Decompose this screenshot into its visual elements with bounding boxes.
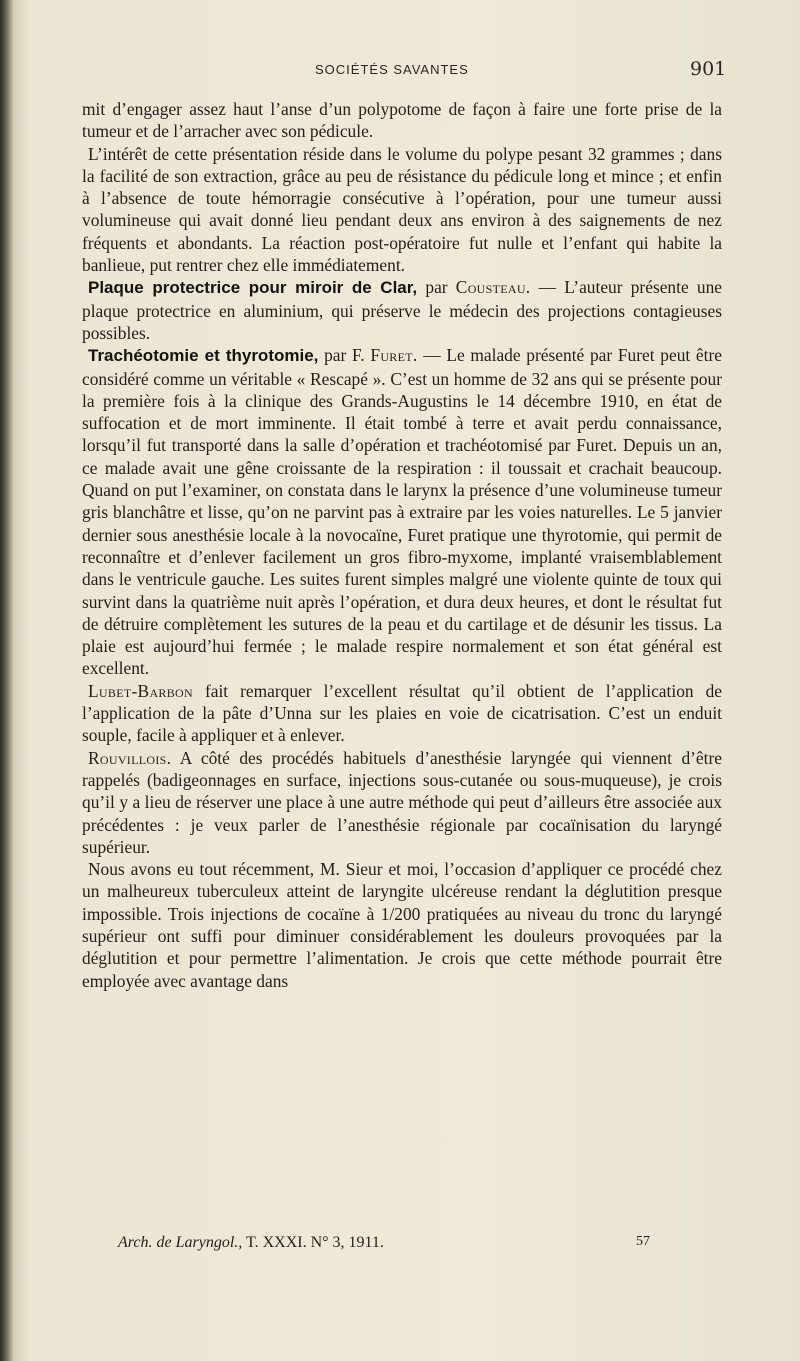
journal-reference bbox=[118, 1234, 384, 1252]
page-number: 901 bbox=[690, 58, 727, 80]
author-rouvillois: Rouvillois. bbox=[88, 747, 172, 768]
paragraph-1: mit d’engager assez haut l’anse d’un polypotome de façon à faire une forte prise de la tumeur et de l’arracher avec son pédicule. bbox=[82, 99, 722, 142]
author-lubet-barbon: Lubet-Barbon bbox=[88, 680, 193, 701]
journal-volume: T. XXXI. N° 3, 1911. bbox=[242, 1234, 384, 1251]
signature-mark: 57 bbox=[636, 1234, 650, 1249]
section-title-plaque: Plaque protectrice pour miroir de Clar, bbox=[88, 278, 418, 298]
article-body bbox=[82, 98, 722, 992]
paragraph-3-text: — L’auteur présente une plaque protectrice en aluminium, qui préserve le médecin des projections contagieuses possibles. bbox=[82, 277, 722, 343]
paragraph-4-text: — Le malade présenté par Furet peut être considéré comme un véritable « Rescapé ». C’est un homme de 32 ans qui se présente pour la première fois à la clinique des Grands-Augustins le 14 décembre 1910, en état de suffocation et de mort imminente. Il était tombé à terre et avait perdu connaissance, lorsqu’il fut transporté dans la salle d’opération et trachéotomisé par Furet. Depuis un an, ce malade avait une gêne croissante de la respiration : il toussait et crachait beaucoup. Quand on put l’examiner, on constata dans le larynx la présence d’une volumineuse tumeur gris blanchâtre et lisse, qu’on ne parvint pas à extraire par les voies naturelles. Le 5 janvier dernier sous anesthésie locale à la novocaïne, Furet pratique une thyrotomie, qui permit de reconnaître et d’enlever facilement un gros fibro-myxome, implanté vraisemblablement dans le ventricule gauche. Les suites furent simples malgré une violente quinte de toux qui survint dans la quatrième nuit après l’opération, et dura deux heures, et dont le résultat fut de détruire complètement les sutures de la peau et du cartilage et de désunir les tissus. La plaie est aujourd’hui fermée ; le malade respire normalement et son état général est excellent. bbox=[82, 345, 722, 679]
author-furet: Furet. bbox=[370, 345, 418, 366]
author-cousteau: Cousteau. bbox=[455, 277, 531, 298]
running-head: SOCIÉTÉS SAVANTES bbox=[315, 62, 469, 77]
page-header bbox=[0, 58, 800, 86]
journal-name: Arch. de Laryngol., bbox=[118, 1234, 243, 1251]
paragraph-7: Nous avons eu tout récemment, M. Sieur et moi, l’occasion d’appliquer ce procédé chez un malheureux tuberculeux atteint de laryngite ulcéreuse rendant la déglutition presque impossible. Trois injections de cocaïne à 1/200 pratiquées au niveau du tronc du laryngé supérieur ont suffi pour diminuer considérablement les douleurs provoquées par la déglutition et pour permettre l’alimentation. Je crois que cette méthode pourrait être employée avec avantage dans bbox=[82, 859, 722, 991]
paragraph-4 bbox=[82, 344, 722, 679]
paragraph-2: L’intérêt de cette présentation réside dans le volume du polype pesant 32 grammes ; dans la facilité de son extraction, grâce au peu de résistance du pédicule long et mince ; et enfin à l’absence de toute hémorragie consécutive à l’opération, pour une tumeur aussi volumineuse qui avait donné lieu pendant deux ans environ à des saignements de nez fréquents et abondants. La réaction post-opératoire fut nulle et l’enfant qui habite la banlieue, put rentrer chez elle immédiatement. bbox=[82, 143, 722, 276]
paragraph-6-text: A côté des procédés habituels d’anesthésie laryngée qui viennent d’être rappelés (badigeonnages en surface, injections sous-cutanée ou sous-muqueuse), je crois qu’il y a lieu de réserver une place à une autre méthode qui peut d’ailleurs être associée aux précédentes : je veux parler de l’anesthésie régionale par cocaïnisation du laryngé supérieur. bbox=[82, 747, 722, 857]
page-footer bbox=[0, 1234, 800, 1258]
section-title-tracheotomie: Trachéotomie et thyrotomie, bbox=[88, 346, 319, 366]
paragraph-3 bbox=[82, 276, 722, 344]
paragraph-6 bbox=[82, 747, 722, 858]
by-text: par bbox=[417, 277, 456, 298]
paragraph-5-text: fait remarquer l’excellent résultat qu’il obtient de l’application de l’application de la pâte d’Unna sur les plaies en voie de cicatrisation. C’est un enduit souple, facile à appliquer et à enlever. bbox=[82, 680, 722, 746]
paragraph-5 bbox=[82, 680, 722, 747]
by-text: par F. bbox=[318, 345, 371, 366]
